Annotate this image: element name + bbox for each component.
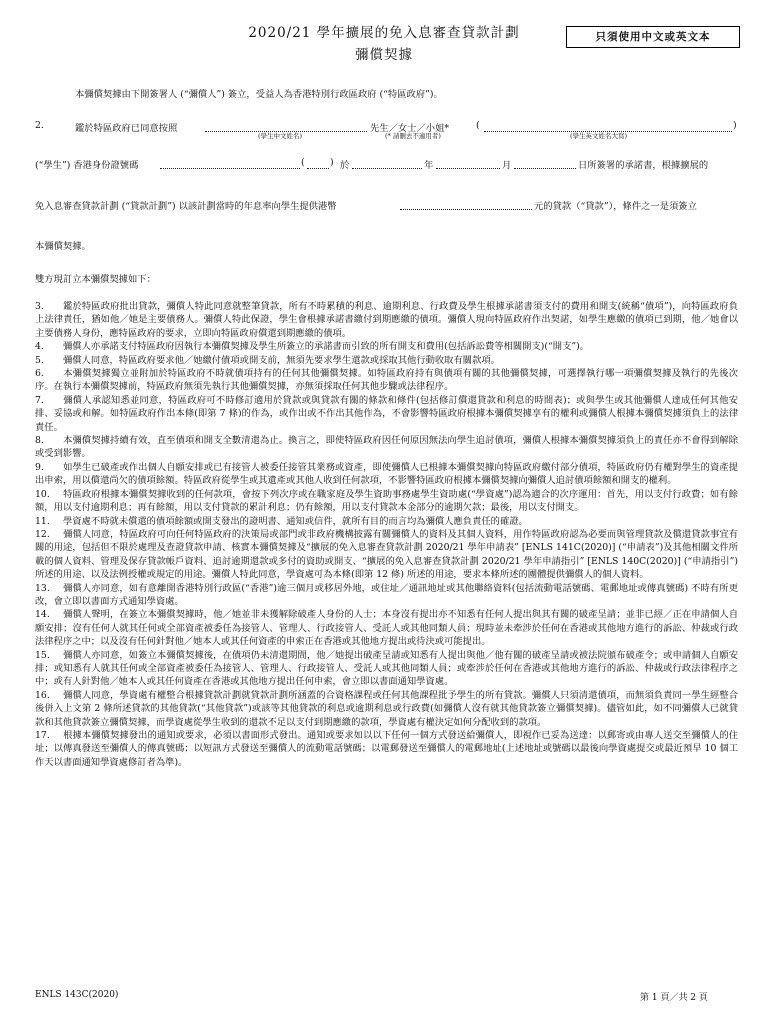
clause-text: 彌償人亦承諾支付特區政府因執行本彌償契據及學生所簽立的承諾書而引致的所有開支和費用(包括訴訟費等相關開支)(“開支”)。: [63, 341, 590, 353]
form-code: ENLS 143C(2020): [35, 990, 119, 1000]
clause-text: 如學生已破產或作出個人自願安排或已有接管人被委任接管其業務或資產，即使彌償人已根據本彌償契據向特區政府繳付部分債項，特區政府仍有權對學生的資產提出申索，用以償還尚欠的債項餘額。特區政府從學生或其遺產或其他人收到任何款項，不影響特區政府根據本彌償契據向彌償人追討債項餘額和開支的權利。: [35, 461, 738, 487]
clause-text: 本彌償契據獨立並附加於特區政府不時就債項持有的任何其他彌償契據。如特區政府持有與債項有關的其他彌償契據，可選擇執行哪一項彌償契據及執行的先後次序。在執行本彌償契據前，特區政府無須先執行其他彌償契據，亦無須採取任何其他步驟或法律程序。: [35, 368, 738, 393]
language-note-box: 只須使用中文或英文本: [566, 26, 740, 48]
line3-lead: (“學生”) 香港身份證號碼: [35, 160, 139, 171]
clause-number: 9.: [35, 461, 44, 473]
clause-5: [35, 354, 738, 367]
clause-11: [35, 515, 738, 528]
agreement-intro: 雙方現訂立本彌償契據如下：: [35, 274, 156, 285]
form-title: 2020/21 學年擴展的免入息審查貸款計劃: [248, 25, 520, 41]
text-month: 月: [502, 160, 512, 171]
clause-number: 15.: [35, 649, 50, 661]
month-field[interactable]: [436, 168, 500, 169]
intro-text: 本彌償契據由下開簽署人 (“彌償人”) 簽立，受益人為香港特別行政區政府 (“特區政府”)。: [75, 89, 443, 100]
hkid-number-field[interactable]: [160, 168, 300, 169]
clause-text: 鑑於特區政府批出貸款，彌償人特此同意就整筆貸款，所有不時累積的利息、逾期利息、行政費及學生根據承諾書須支付的費用和開支(統稱“債項”)，向特區政府負上法律責任，猶如他／她是主要債務人。彌償人特此保證，學生會根據承諾書繳付到期應繳的債項。彌償人現向特區政府作出契諾，如學生應繳的債項已到期，他／她會以主要債務人身份，應特區政府的要求，立即向特區政府償還到期應繳的債項。: [35, 301, 738, 339]
clause-number: 10.: [35, 488, 50, 500]
line4-lead: 免入息審查貸款計劃 (“貸款計劃”) 以該計劃當時的年息率向學生提供港幣: [35, 201, 337, 212]
clause-text: 彌償人聲明，在簽立本彌償契據時，他／她並非未獲解除破產人身份的人士；本身沒有提出亦不知悉有任何人提出與其有關的破產呈請；並非已經／正在申請個人自願安排；沒有任何人就其任何或全部資產被委任為接管人、管理人、行政接管人、受託人或其他同類人員；現時並未牽涉於任何在香港或其他地方進行的訴訟、仲裁或行政法律程序之中；以及沒有任何針對他／她本人或其任何資產的申索正在香港或其他地方提出或待決或可能提出。: [35, 609, 738, 648]
line5-text: 本彌償契據。: [35, 241, 91, 252]
clause-number: 12.: [35, 528, 50, 540]
clause-number: 8.: [35, 435, 44, 447]
clause-12: [35, 528, 738, 582]
open-paren: (: [476, 120, 480, 131]
clause-text: 彌償人同意，特區政府要求他／她繳付債項或開支前，無須先要求學生還款或採取其他行動收取有關款項。: [63, 354, 500, 366]
clause-number: 7.: [35, 394, 44, 406]
day-field[interactable]: [514, 168, 576, 169]
close-paren: ): [733, 120, 737, 131]
clause-14: [35, 608, 738, 648]
clause-text: 特區政府根據本彌償契據收到的任何款項，會按下列次序或在職家庭及學生資助事務處學生資助處(“學資處”)認為適合的次序運用：首先，用以支付行政費；如有餘額，用以支付逾期利息；再有餘額，用以支付貸款的累計利息；仍有餘額，用以支付貸款本金部分的逾期欠款；最後，用以支付開支。: [35, 488, 738, 514]
text-yu: 於: [340, 160, 350, 171]
loan-amount-field[interactable]: [400, 209, 532, 210]
clauses-block: [35, 300, 738, 769]
clause-6: [35, 367, 738, 394]
form-subtitle: 彌償契據: [355, 47, 413, 63]
line3-tail: 日所簽署的承諾書，根據擴展的: [578, 160, 709, 171]
clause-number: 6.: [35, 368, 44, 380]
page-number: 第 1 頁／共 2 頁: [640, 993, 708, 1003]
sub-label-english-name: (學生英文姓名大寫): [570, 132, 628, 140]
clause-text: 學資處不時就未償還的債項餘額或開支發出的證明書、通知或信件，就所有目的而言均為彌償人應負責任的確證。: [63, 515, 528, 527]
clause-15: [35, 649, 738, 689]
clause-number-2: 2.: [35, 120, 44, 131]
clause-number: 14.: [35, 609, 50, 621]
clause-text: 彌償人同意，特區政府可向任何特區政府的決策局或部門或非政府機構披露有關彌償人的資料及其個人資料，用作特區政府認為必要而與管理貸款及償還貸款事宜有關的用途，包括但不限於處理及查證貸款申請、核實本彌償契據及“擴展的免入息審查貸款計劃 2020/21 學年申請表” [ENLS 141C(2020)] (“申請表”)及其他相關文件所載的個人資料、管理及保存貸款帳戶資料、追討逾期還款或多付的資助或開支、“擴展的免入息審查貸款計劃 2020/21 學年申請指引” [ENLS 140C(2020)] (“申請指引”) 所述的用途、以及法例授權或規定的用途。彌償人特此同意，學資處可為本條(即第 12 條) 所述的用途，要求本條所述的團體提供彌償人的個人資料。: [35, 528, 738, 581]
clause-13: [35, 582, 738, 609]
hkid-check-digit-field[interactable]: [307, 168, 329, 169]
year-field[interactable]: [352, 168, 422, 169]
title-words: 先生／女士／小姐*: [370, 123, 450, 134]
clause-text: 彌償人同意，學資處有權整合根據貸款計劃就貸款計劃所涵蓋的合資格課程或任何其他課程批予學生的所有貸款。彌償人只須清還債項，而無須負責同一學生經整合後併入上文第 2 條所述貸款的其他貸款(“其他貸款”)或該等其他貸款的利息或逾期利息或行政費(如彌償人沒有就其他貸款簽立彌償契據)。儘管如此，如不同彌償人已就貸款和其他貸款簽立彌償契據，而學資處從學生收到的還款不足以支付到期應繳的款項，學資處有權決定如何分配收到的款項。: [35, 689, 738, 728]
hkid-open-paren: (: [301, 157, 305, 168]
clause-text: 根據本彌償契據發出的通知或要求，必須以書面形式發出。通知或要求如以以下任何一個方式發送給彌償人，即視作已妥為送達：以郵寄或由專人送交至彌償人的住址；以傳真發送至彌償人的傳真號碼；以短訊方式發送至彌償人的流動電話號碼；以電郵發送至彌償人的電郵地址(上述地址或號碼以最後向學資處提交或最近預早 10 個工作天以書面通知學資處修訂者為準)。: [35, 730, 738, 768]
clause-4: [35, 340, 738, 353]
clause-3: [35, 300, 738, 340]
clause-8: [35, 434, 738, 461]
text-year: 年: [424, 160, 434, 171]
clause-text: 彌償人承認知悉並同意，特區政府可不時修訂適用於貸款或與貸款有關的條款和條件(包括修訂償還貸款和利息的時間表)；或與學生或其他彌償人達成任何其他安排、妥協或和解。如特區政府作出本條(即第 7 條)的作為，或作出或不作出其他作為，不會影響特區政府根據本彌償契據享有的權利或彌償人根據本彌償契據須負上的法律責任。: [35, 394, 738, 433]
clause-number: 11.: [35, 515, 50, 527]
clause-number: 16.: [35, 689, 50, 701]
clause-text: 本彌償契據持續有效，直至債項和開支全數清還為止。換言之，即使特區政府因任何原因無法向學生追討債項，彌償人根據本彌償契據須負上的責任亦不會得到解除或受到影響。: [35, 435, 738, 460]
clause-number: 17.: [35, 730, 50, 741]
clause-number: 4.: [35, 341, 44, 353]
line4-tail: 元的貸款（“貸款”），條件之一是須簽立: [534, 201, 697, 212]
line2-lead: 鑑於特區政府已同意按照: [75, 123, 178, 134]
clause-10: [35, 488, 738, 515]
clause-text: 彌償人亦同意，如簽立本彌償契據後，在債項仍未清還期間，他／她提出破產呈請或知悉有人提出與他／他有關的破產呈請或被法院頒布破產令；或申請個人自願安排；或知悉有人就其任何或全部資產被委任為接管人、管理人、行政接管人、受託人或其他同類人員；或牽涉於任何在香港或其他地方進行的訴訟、仲裁或行政法律程序之中；或有人針對他／她本人或其任何資產在香港或其他地方提出任何申索，會立即以書面通知學資處。: [35, 649, 738, 688]
clause-number: 3.: [35, 301, 44, 312]
sub-label-delete: (* 請刪去不適用者): [385, 132, 441, 140]
clause-16: [35, 689, 738, 729]
clause-text: 彌償人亦同意，如有意離開香港特別行政區(“香港”)逾三個月或移居外地，或住址／通訊地址或其他聯絡資料(包括流動電話號碼、電郵地址或傳真號碼) 不時有所更改，會立即以書面方式通知學資處。: [35, 582, 738, 607]
clause-17: [35, 729, 738, 769]
hkid-close-paren: ): [330, 157, 334, 168]
clause-number: 5.: [35, 354, 44, 366]
clause-9: [35, 461, 738, 488]
clause-number: 13.: [35, 582, 50, 594]
sub-label-chinese-name: (學生中文姓名): [258, 132, 303, 140]
clause-7: [35, 394, 738, 434]
